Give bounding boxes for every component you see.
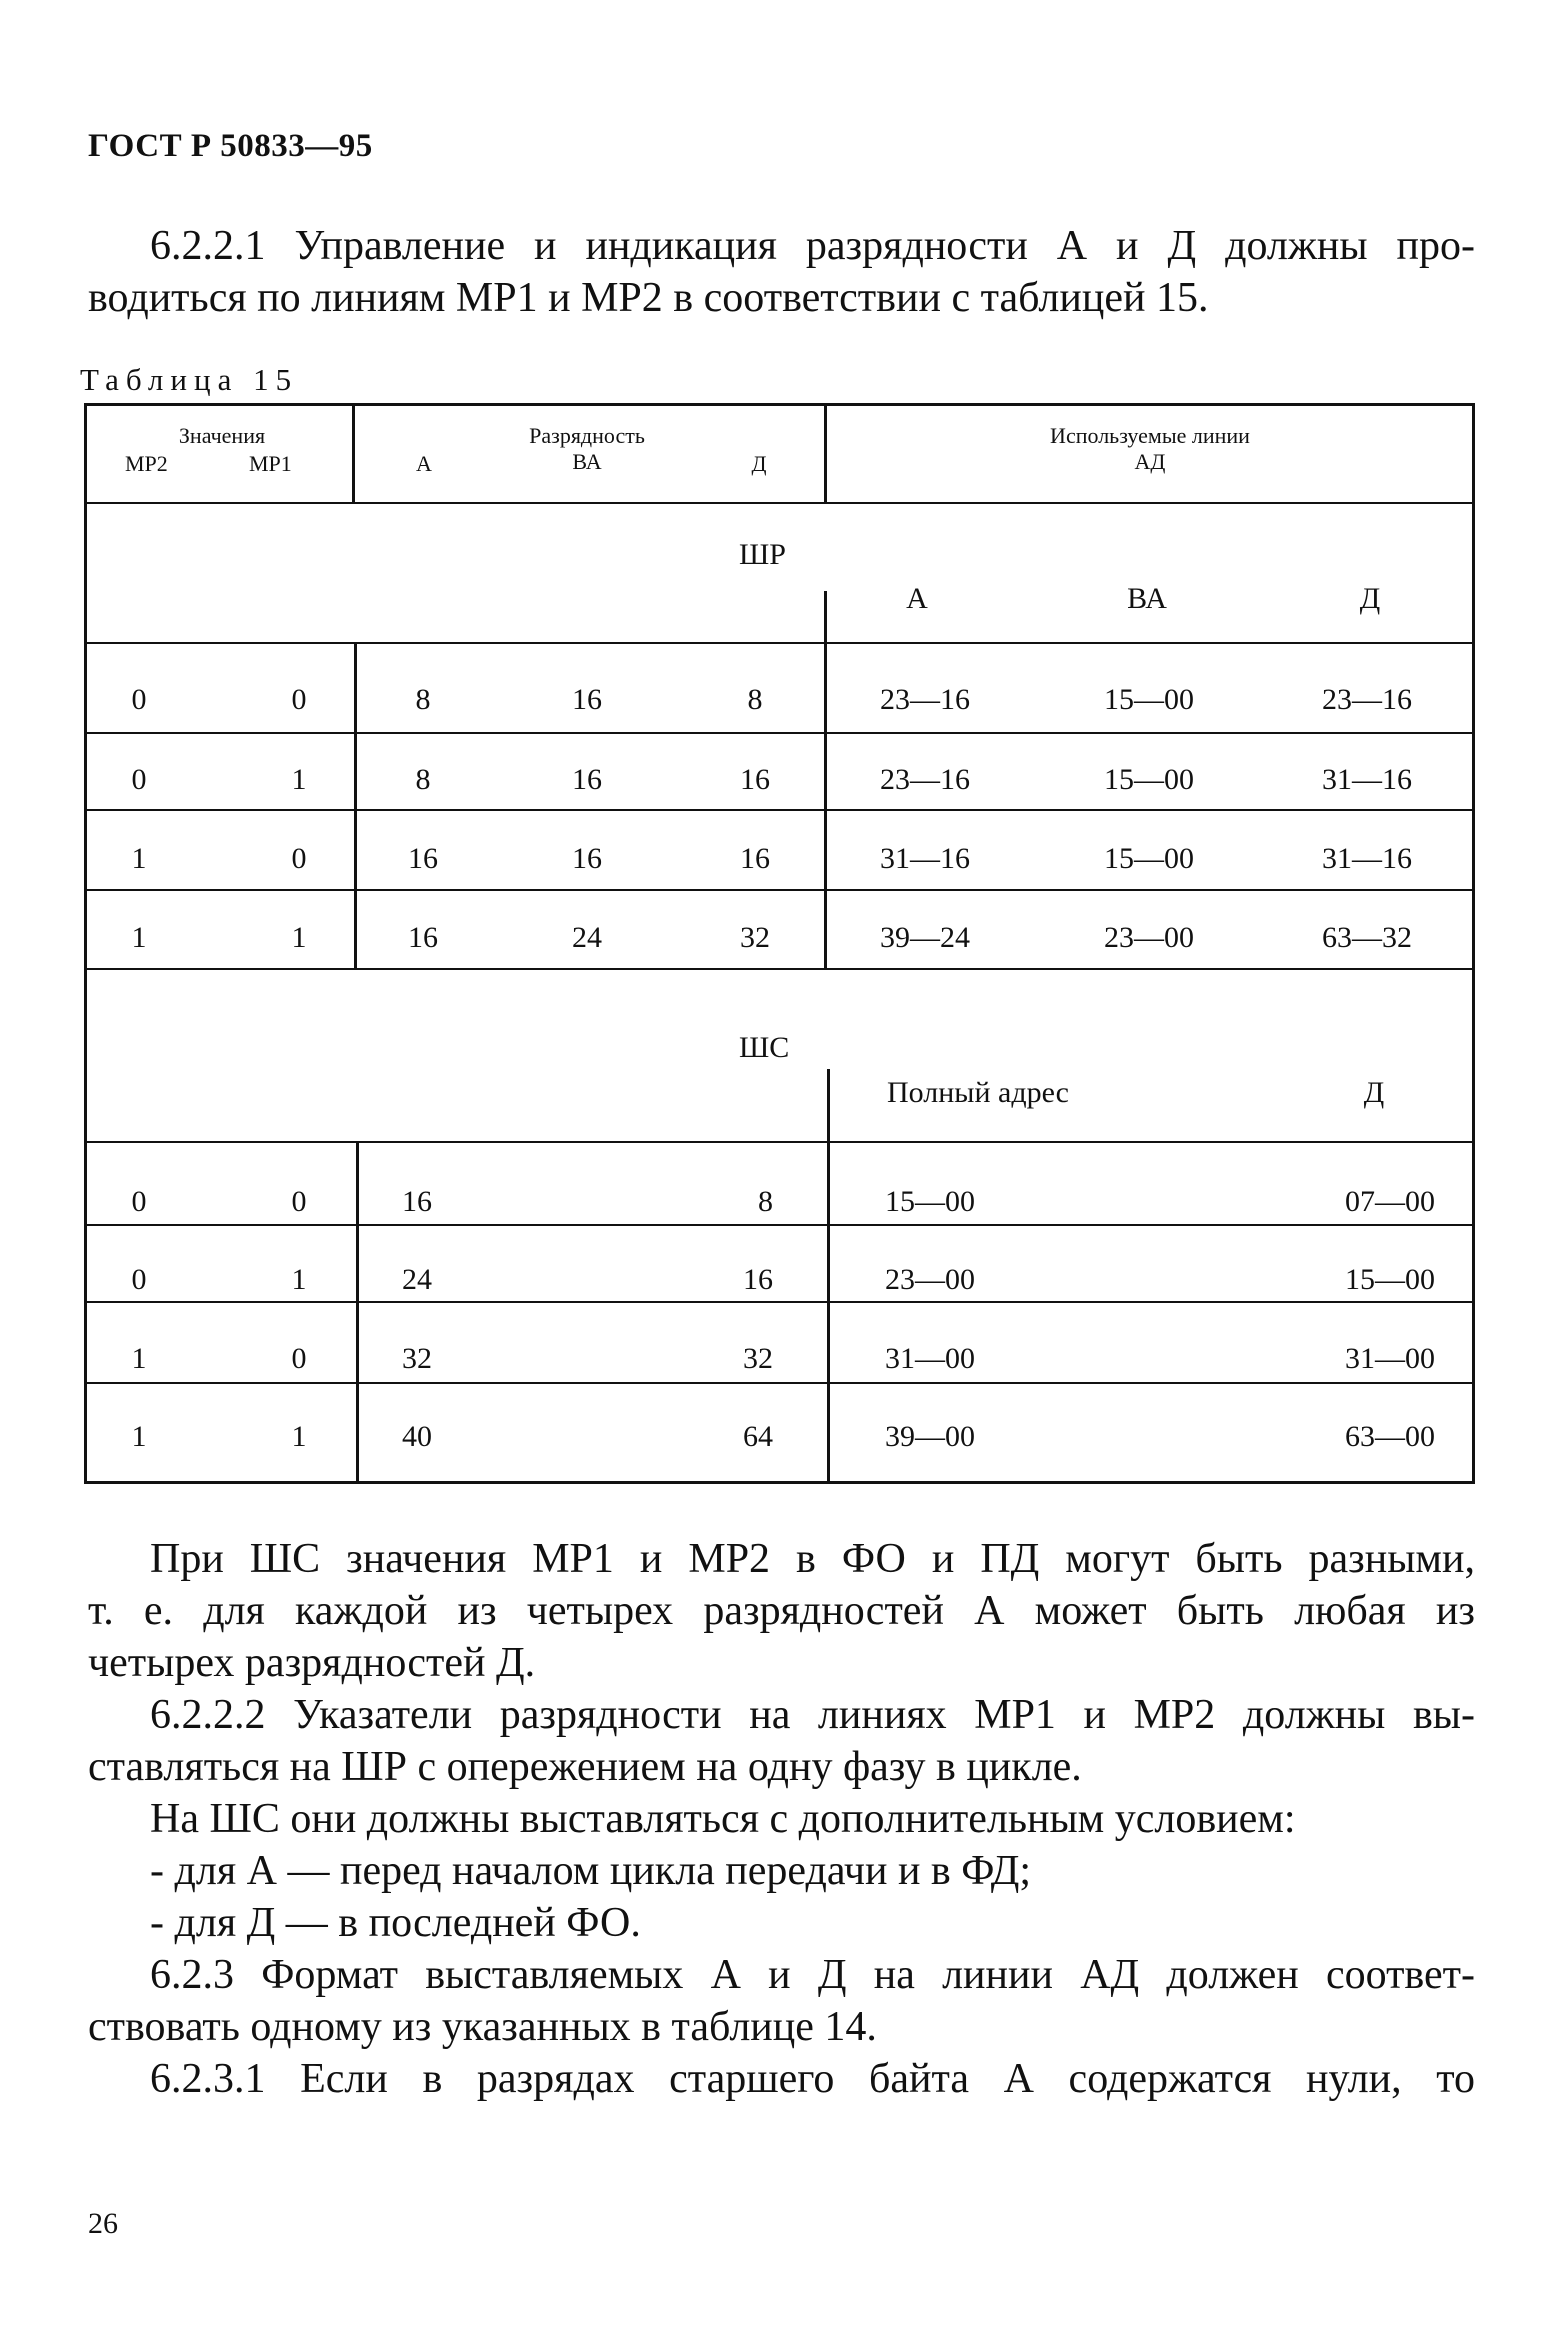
width-header: Разрядность [529,423,645,448]
cell-lines-va: 15—00 [1104,763,1194,796]
shr-title: ШР [739,538,786,571]
cell-lines-a: 23—16 [880,683,970,716]
shs-col-d: Д [1363,1076,1385,1109]
cell-d: 16 [740,763,770,796]
cell-mp1: 1 [291,763,307,796]
cell-d: 32 [740,921,770,954]
cell-lines-a: 39—24 [880,921,970,954]
shr-col-a: А [906,582,928,615]
body-line-2: т. е. для каждой из четырех разрядностей А может быть любая из [88,1588,1475,1634]
cell-mp1: 1 [291,1263,307,1296]
body-line-1: При ШС значения МР1 и МР2 в ФО и ПД могут быть разными, [150,1536,1475,1582]
page-number: 26 [88,2207,118,2240]
body-line-6: На ШС они должны выставляться с дополнительным условием: [150,1796,1296,1842]
shs-col-full-address: Полный адрес [887,1076,1069,1109]
cell-mp1: 1 [291,1420,307,1453]
cell-mp2: 1 [131,1342,147,1375]
cell-d: 64 [743,1420,773,1453]
cell-lines-va: 15—00 [1104,683,1194,716]
cell-va: 24 [572,921,602,954]
cell-a: 16 [408,921,438,954]
cell-a: 24 [402,1263,432,1296]
body-line-3: четырех разрядностей Д. [88,1640,536,1686]
body-line-8: - для Д — в последней ФО. [150,1900,641,1946]
cell-full-address: 31—00 [885,1342,975,1375]
body-line-9: 6.2.3 Формат выставляемых А и Д на линии АД должен соответ- [150,1952,1475,1998]
cell-a: 16 [402,1185,432,1218]
cell-full-address: 23—00 [885,1263,975,1296]
cell-lines-va: 23—00 [1104,921,1194,954]
cell-lines-a: 31—16 [880,842,970,875]
cell-mp2: 0 [131,1185,147,1218]
cell-lines-d: 31—16 [1322,842,1412,875]
cell-mp1: 1 [291,921,307,954]
body-line-5: ставляться на ШР с опережением на одну фазу в цикле. [88,1744,1082,1790]
cell-mp1: 0 [291,683,307,716]
cell-mp1: 0 [291,842,307,875]
cell-mp2: 1 [131,842,147,875]
cell-mp2: 0 [131,683,147,716]
document-header: ГОСТ Р 50833—95 [88,128,373,164]
shs-title: ШС [739,1031,790,1064]
lines-ad-header: АД [1134,449,1166,474]
body-line-4: 6.2.2.2 Указатели разрядности на линиях МР1 и МР2 должны вы- [150,1692,1475,1738]
cell-va: 16 [572,683,602,716]
intro-line-1: 6.2.2.1 Управление и индикация разрядности А и Д должны про- [150,223,1475,269]
width-va-header: ВА [572,449,602,474]
values-header: Значения [178,423,266,448]
cell-a: 8 [415,683,431,716]
cell-lines-a: 23—16 [880,763,970,796]
body-line-10: ствовать одному из указанных в таблице 14. [88,2004,877,2050]
cell-va: 16 [572,763,602,796]
cell-lines-d: 07—00 [1345,1185,1435,1218]
cell-lines-d: 23—16 [1322,683,1412,716]
cell-full-address: 39—00 [885,1420,975,1453]
intro-line-2: водиться по линиям МР1 и МР2 в соответствии с таблицей 15. [88,275,1209,321]
cell-d: 16 [740,842,770,875]
width-d-header: Д [751,451,767,476]
cell-a: 40 [402,1420,432,1453]
cell-lines-d: 15—00 [1345,1263,1435,1296]
cell-a: 32 [402,1342,432,1375]
cell-lines-d: 31—00 [1345,1342,1435,1375]
lines-header: Используемые линии [1050,423,1250,448]
cell-d: 8 [758,1185,773,1218]
cell-mp1: 0 [291,1342,307,1375]
cell-full-address: 15—00 [885,1185,975,1218]
cell-lines-d: 63—32 [1322,921,1412,954]
cell-mp2: 0 [131,763,147,796]
table-15 [84,403,1475,1484]
cell-a: 8 [415,763,431,796]
cell-lines-d: 63—00 [1345,1420,1435,1453]
table-caption: Таблица 15 [80,362,299,397]
cell-mp1: 0 [291,1185,307,1218]
cell-mp2: 1 [131,1420,147,1453]
cell-d: 16 [743,1263,773,1296]
cell-mp2: 1 [131,921,147,954]
cell-d: 32 [743,1342,773,1375]
shr-col-d: Д [1359,582,1381,615]
mp2-header: МР2 [125,451,168,476]
cell-lines-va: 15—00 [1104,842,1194,875]
cell-d: 8 [747,683,763,716]
mp1-header: МР1 [249,451,292,476]
cell-lines-d: 31—16 [1322,763,1412,796]
shr-col-va: ВА [1127,582,1167,615]
body-line-7: - для А — перед началом цикла передачи и в ФД; [150,1848,1032,1894]
cell-a: 16 [408,842,438,875]
width-a-header: А [416,451,432,476]
body-line-11: 6.2.3.1 Если в разрядах старшего байта А содержатся нули, то [150,2056,1475,2102]
cell-va: 16 [572,842,602,875]
cell-mp2: 0 [131,1263,147,1296]
